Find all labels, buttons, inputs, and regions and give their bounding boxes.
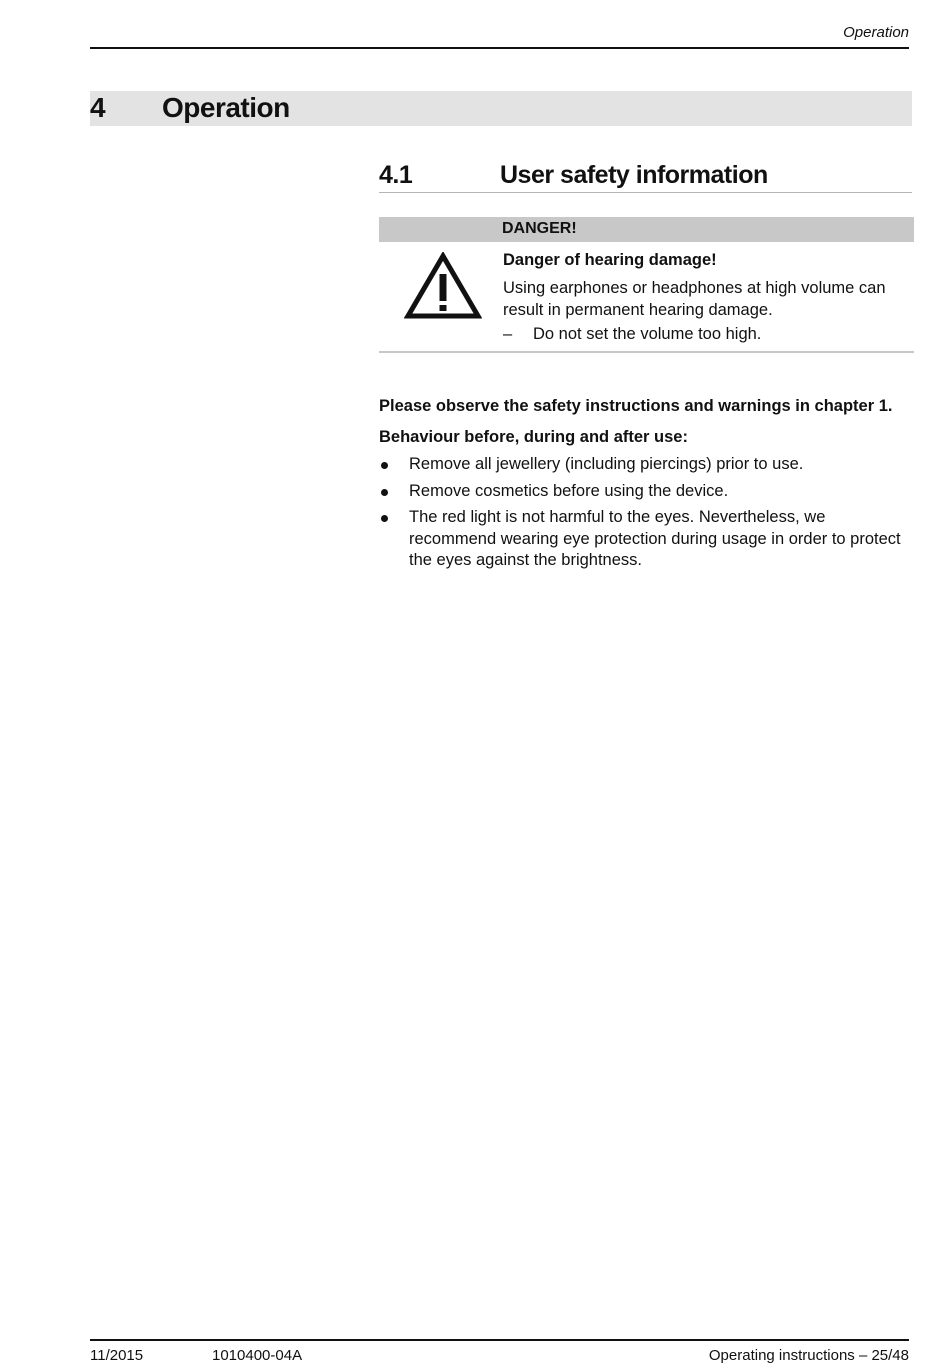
footer-date: 11/2015 (90, 1347, 144, 1364)
list-item-text: Remove cosmetics before using the device. (409, 481, 729, 500)
footer-rule (90, 1339, 909, 1341)
behaviour-heading: Behaviour before, during and after use: (379, 428, 688, 446)
danger-label: DANGER! (502, 220, 577, 237)
chapter-title: Operation (162, 92, 290, 123)
bullet-icon (381, 515, 388, 522)
section-title: User safety information (500, 161, 768, 189)
footer-doc-number: 1010400-04A (212, 1347, 303, 1364)
bullet-icon (381, 489, 388, 496)
observe-note: Please observe the safety instructions and warnings in chapter 1. (379, 397, 893, 415)
header-rule (90, 47, 909, 49)
running-header: Operation (843, 24, 909, 41)
danger-description: Using earphones or headphones at high volume can result in permanent hearing damage. (503, 279, 886, 319)
danger-step: Do not set the volume too high. (533, 325, 762, 343)
list-item-text: Remove all jewellery (including piercings) prior to use. (409, 455, 804, 473)
section-number: 4.1 (379, 161, 413, 189)
list-item (379, 454, 909, 476)
danger-box-rule (379, 351, 914, 353)
section-rule (379, 192, 912, 193)
bullet-icon (381, 462, 388, 469)
list-item (379, 481, 909, 503)
danger-label-bar (379, 217, 914, 242)
list-item-text: The red light is not harmful to the eyes. Nevertheless, we recommend wearing eye protection during usage in order to protect the eyes against the brightness. (409, 508, 901, 569)
behaviour-list (379, 454, 909, 577)
step-marker: – (503, 325, 513, 343)
list-item (379, 507, 909, 572)
warning-triangle-icon (404, 252, 482, 320)
chapter-number: 4 (90, 92, 106, 123)
footer-page-info: Operating instructions – 25/48 (708, 1347, 909, 1364)
danger-heading: Danger of hearing damage! (503, 251, 717, 269)
